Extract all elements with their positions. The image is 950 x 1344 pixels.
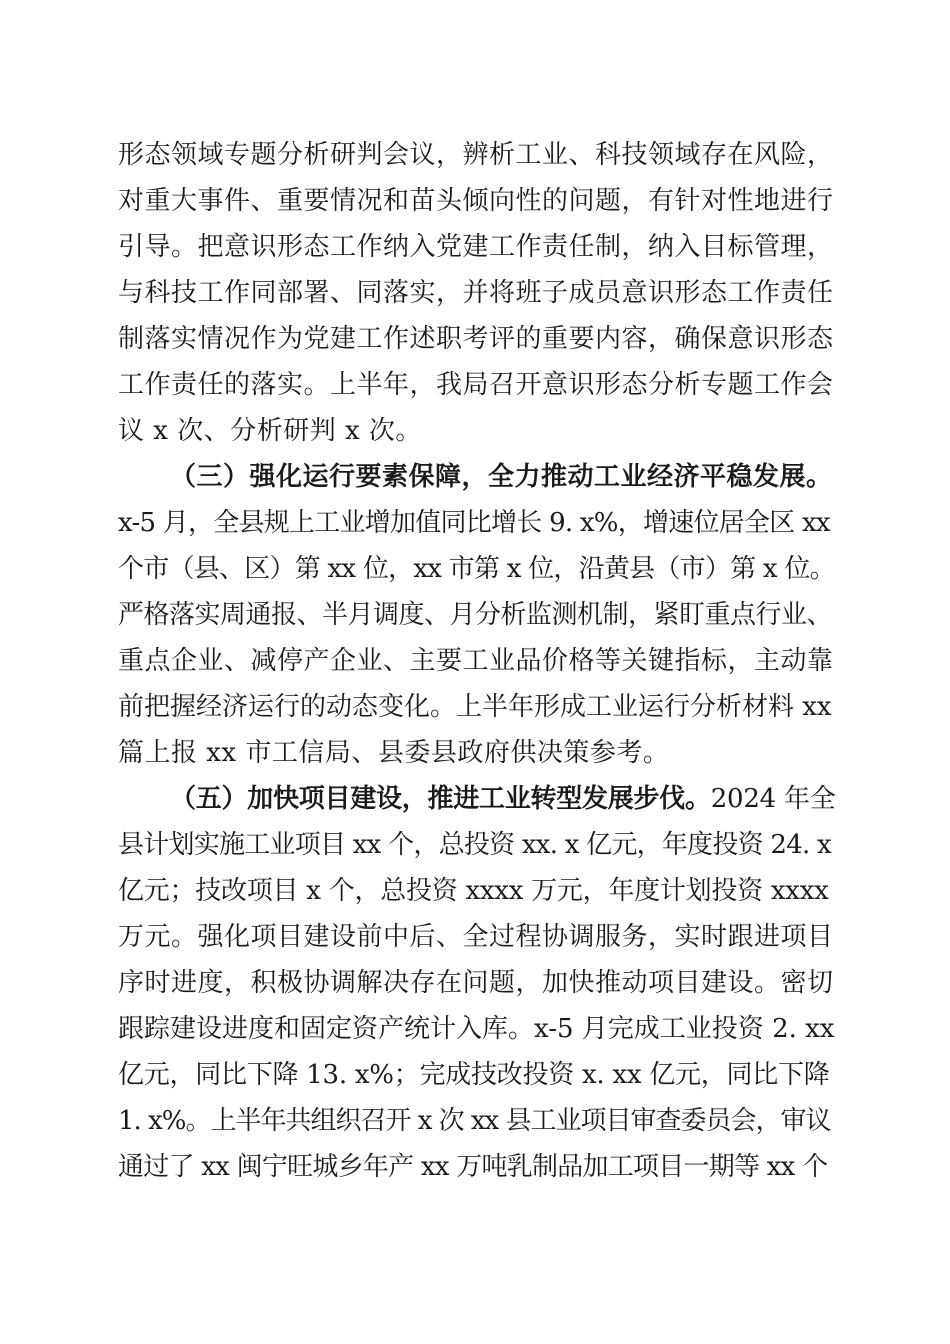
body-line: 制落实情况作为党建工作述职考评的重要内容，确保意识形态	[118, 324, 834, 354]
section-heading-3: （三）强化运行要素保障，全力推动工业经济平稳发展。	[170, 462, 833, 492]
body-line: 县计划实施工业项目 xx 个，总投资 xx. x 亿元，年度投资 24. x	[118, 830, 831, 860]
body-line: 议 x 次、分析研判 x 次。	[118, 416, 422, 446]
body-line: 引导。把意识形态工作纳入党建工作责任制，纳入目标管理，	[118, 232, 834, 262]
body-line: 形态领域专题分析研判会议，辨析工业、科技领域存在风险，	[118, 140, 834, 170]
body-line: 序时进度，积极协调解决存在问题，加快推动项目建设。密切	[118, 968, 834, 998]
section-heading-5: （五）加快项目建设，推进工业转型发展步伐。2024 年全	[170, 784, 836, 814]
body-line: 通过了 xx 闽宁旺城乡年产 xx 万吨乳制品加工项目一期等 xx 个	[118, 1152, 828, 1182]
body-line: 前把握经济运行的动态变化。上半年形成工业运行分析材料 xx	[118, 692, 832, 722]
body-line: 篇上报 xx 市工信局、县委县政府供决策参考。	[118, 738, 670, 768]
body-line: x-5 月，全县规上工业增加值同比增长 9. x%，增速位居全区 xx	[118, 508, 830, 538]
body-line: 亿元，同比下降 13. x%；完成技改投资 x. xx 亿元，同比下降	[118, 1060, 830, 1090]
body-line: 严格落实周通报、半月调度、月分析监测机制，紧盯重点行业、	[118, 600, 833, 630]
body-line: 重点企业、减停产企业、主要工业品价格等关键指标，主动靠	[118, 646, 834, 676]
body-line: 万元。强化项目建设前中后、全过程协调服务，实时跟进项目	[118, 922, 834, 952]
body-line: 与科技工作同部署、同落实，并将班子成员意识形态工作责任	[118, 278, 834, 308]
body-line: 工作责任的落实。上半年，我局召开意识形态分析专题工作会	[118, 370, 834, 400]
body-line: 1. x%。上半年共组织召开 x 次 xx 县工业项目审查委员会，审议	[118, 1106, 831, 1136]
body-line: 对重大事件、重要情况和苗头倾向性的问题，有针对性地进行	[118, 186, 834, 216]
body-line: 跟踪建设进度和固定资产统计入库。x-5 月完成工业投资 2. xx	[118, 1014, 835, 1044]
body-line: 亿元；技改项目 x 个，总投资 xxxx 万元，年度计划投资 xxxx	[118, 876, 829, 906]
body-line: 个市（县、区）第 xx 位，xx 市第 x 位，沿黄县（市）第 x 位。	[118, 554, 835, 584]
